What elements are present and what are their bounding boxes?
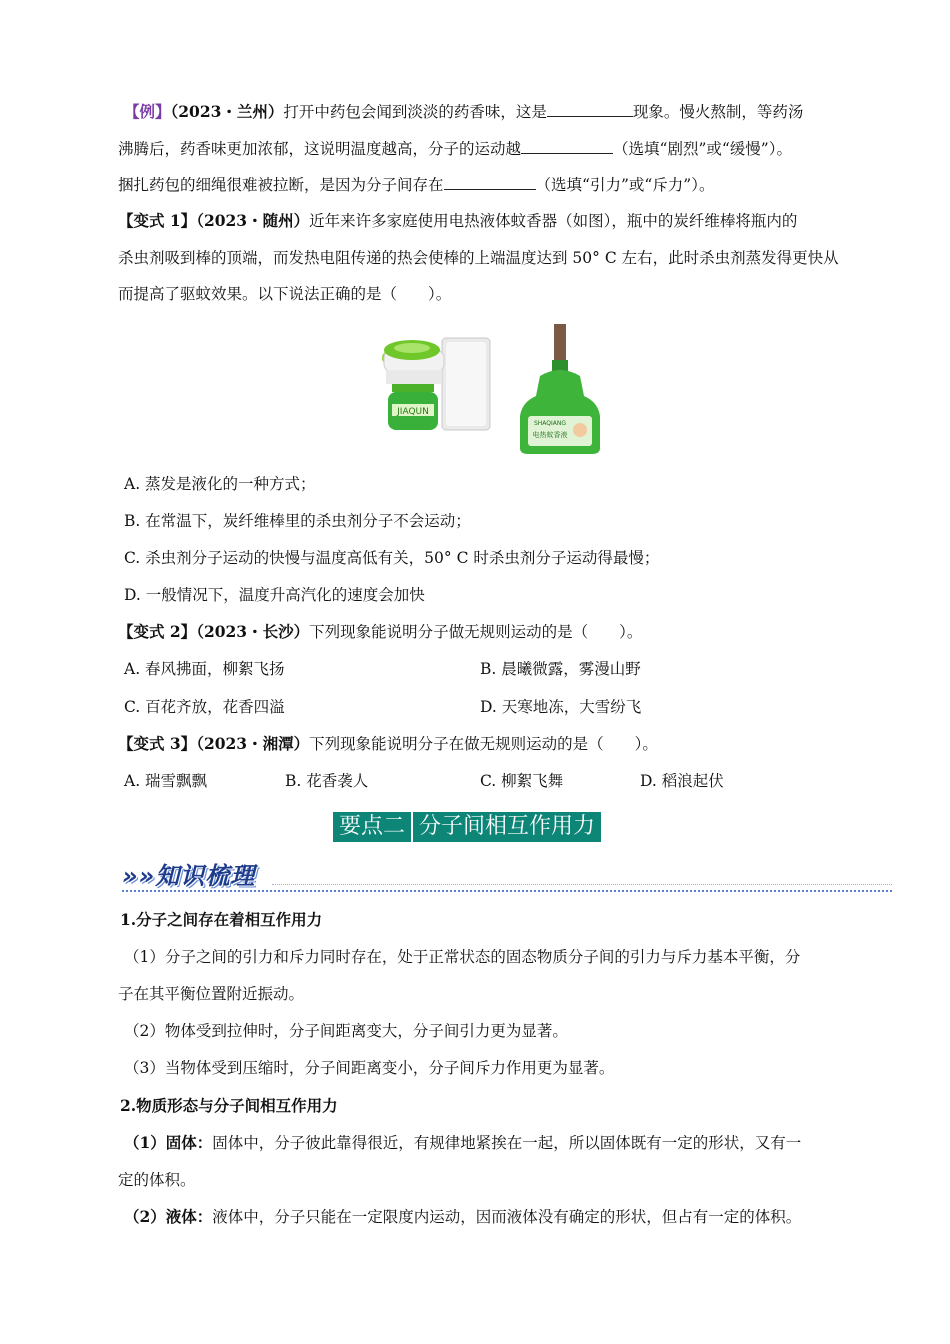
variant1-option-d: D. 一般情况下，温度升高汽化的速度会加快 — [124, 586, 425, 604]
variant3-option-b: B. 花香袭人 — [285, 772, 369, 790]
banner-arrows-icon: »» — [122, 862, 156, 890]
knowledge-heading-1: 1.分子之间存在着相互作用力 — [120, 910, 323, 929]
solid-label: （1）固体： — [124, 1133, 213, 1152]
mosquito-repellent-figure — [372, 320, 612, 456]
variant2-option-a: A. 春风拂面，柳絮飞扬 — [124, 660, 285, 678]
variant1-line-2: 杀虫剂吸到棒的顶端，而发热电阻传递的热会使棒的上端温度达到 50° C 左右，此时杀虫剂蒸发得更快从 — [118, 249, 839, 267]
liquid-paragraph: （2）液体：液体中，分子只能在一定限度内运动，因而液体没有确定的形状，但占有一定的体积。 — [124, 1207, 802, 1226]
bottle-brand-label: SHAQIANG — [533, 420, 567, 427]
answer-blank[interactable] — [521, 138, 613, 154]
variant3-source: （2023・湘潭） — [196, 734, 310, 753]
answer-blank[interactable] — [547, 101, 633, 117]
example-line-2: 沸腾后，药香味更加浓郁，这说明温度越高，分子的运动越 （选填“剧烈”或“缓慢”）。 — [118, 140, 792, 158]
variant3-tag: 【变式 3】 — [118, 734, 197, 753]
knowledge-paragraph-1-cont: 子在其平衡位置附近振动。 — [118, 985, 305, 1003]
bottle-product-label: 电热蚊香液 — [532, 431, 568, 439]
refill-bottle-image — [520, 324, 600, 454]
banner-divider — [272, 884, 892, 885]
knowledge-paragraph-2: （2）物体受到拉伸时，分子间距离变大，分子间引力更为显著。 — [124, 1022, 568, 1040]
example-source: （2023・兰州） — [170, 102, 284, 121]
variant1-tag: 【变式 1】 — [118, 211, 197, 230]
variant2-source: （2023・长沙） — [196, 622, 310, 641]
variant2-option-b: B. 晨曦微露，雾漫山野 — [480, 660, 641, 678]
example-line-1: 【例】（2023・兰州）打开中药包会闻到淡淡的药香味，这是 现象。慢火熬制，等药汤 — [124, 102, 804, 121]
knowledge-banner — [122, 854, 892, 896]
knowledge-heading-2: 2.物质形态与分子间相互作用力 — [120, 1096, 338, 1115]
liquid-label: （2）液体： — [124, 1207, 213, 1226]
banner-title: »»知识梳理 — [122, 862, 256, 890]
variant1-line-1: 【变式 1】（2023・随州）近年来许多家庭使用电热液体蚊香器（如图），瓶中的炭纤维棒将瓶内的 — [118, 211, 798, 230]
variant3-stem: 【变式 3】（2023・湘潭）下列现象能说明分子在做无规则运动的是（ ）。 — [118, 734, 658, 753]
section-heading — [333, 812, 601, 842]
solid-paragraph-cont: 定的体积。 — [118, 1171, 196, 1189]
variant1-source: （2023・随州） — [196, 211, 310, 230]
heater-brand-label: JIAQUN — [397, 407, 429, 417]
variant1-option-a: A. 蒸发是液化的一种方式； — [124, 475, 316, 493]
variant1-option-b: B. 在常温下，炭纤维棒里的杀虫剂分子不会运动； — [124, 512, 471, 530]
variant3-option-c: C. 柳絮飞舞 — [480, 772, 564, 790]
example-line-3: 捆扎药包的细绳很难被拉断，是因为分子间存在 （选填“引力”或“斥力”）。 — [118, 176, 715, 194]
electric-heater-image — [382, 340, 444, 430]
section-title: 分子间相互作用力 — [419, 814, 596, 839]
variant2-option-c: C. 百花齐放，花香四溢 — [124, 698, 285, 716]
variant3-option-a: A. 瑞雪飘飘 — [124, 772, 208, 790]
section-number: 要点二 — [339, 814, 406, 839]
variant1-line-3: 而提高了驱蚊效果。以下说法正确的是（ ）。 — [118, 285, 452, 303]
solid-paragraph: （1）固体：固体中，分子彼此靠得很近，有规律地紧挨在一起，所以固体既有一定的形状，又有一 — [124, 1133, 802, 1152]
variant2-stem: 【变式 2】（2023・长沙）下列现象能说明分子做无规则运动的是（ ）。 — [118, 622, 643, 641]
banner-underline — [122, 890, 892, 892]
variant3-option-d: D. 稻浪起伏 — [640, 772, 724, 790]
knowledge-paragraph-1: （1）分子之间的引力和斥力同时存在，处于正常状态的固态物质分子间的引力与斥力基本平衡，分 — [124, 948, 801, 966]
knowledge-paragraph-3: （3）当物体受到压缩时，分子间距离变小，分子间斥力作用更为显著。 — [124, 1059, 615, 1077]
variant2-option-d: D. 天寒地冻，大雪纷飞 — [480, 698, 642, 716]
answer-blank[interactable] — [444, 174, 536, 190]
variant1-option-c: C. 杀虫剂分子运动的快慢与温度高低有关，50° C 时杀虫剂分子运动得最慢； — [124, 549, 660, 567]
example-tag: 【例】 — [124, 102, 171, 121]
wall-plug-image — [442, 338, 490, 430]
variant2-tag: 【变式 2】 — [118, 622, 197, 641]
